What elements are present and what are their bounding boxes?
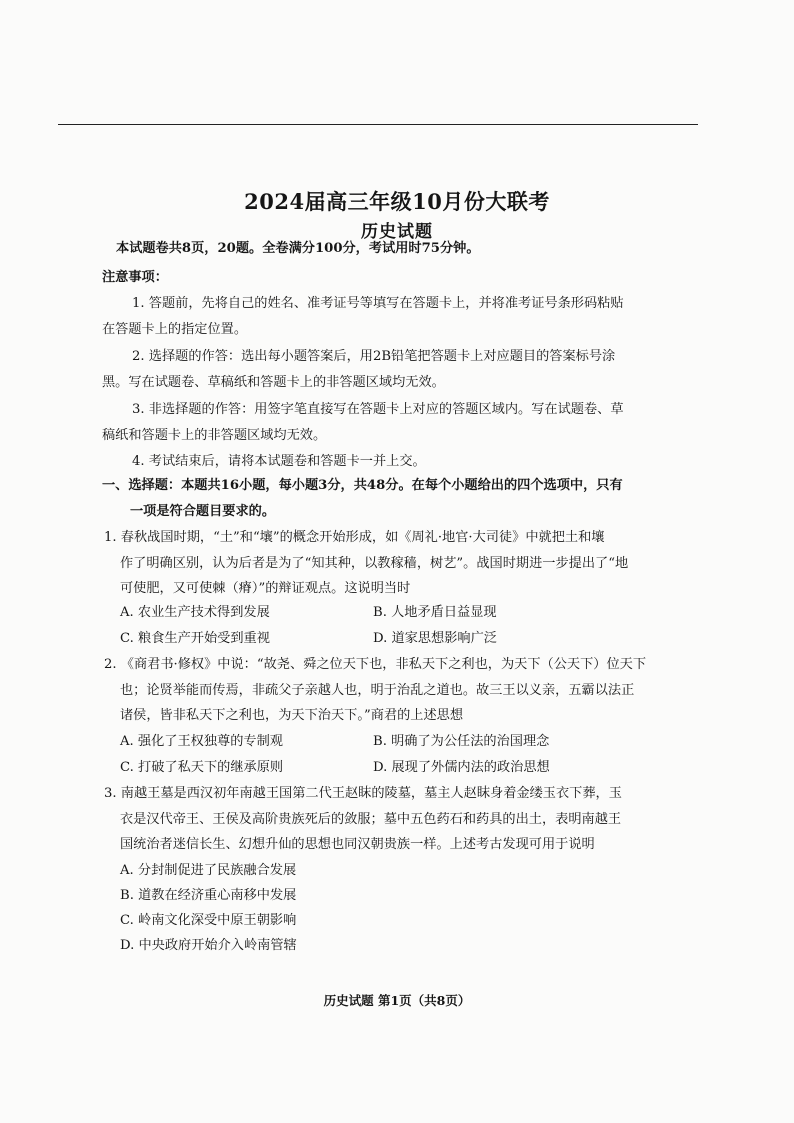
notice-line: 黑。写在试题卷、草稿纸和答题卡上的非答题区域均无效。: [102, 375, 445, 390]
notice-heading: 注意事项：: [102, 270, 168, 285]
question-2-option-d: D. 展现了外儒内法的政治思想: [373, 760, 550, 775]
top-rule: [58, 124, 698, 125]
exam-info: 本试题卷共8页，20题。全卷满分100分，考试用时75分钟。: [116, 241, 480, 256]
question-3-stem: 3. 南越王墓是西汉初年南越王国第二代王赵眜的陵墓，墓主人赵眜身着金缕玉衣下葬，玉: [104, 786, 622, 801]
question-2-option-a: A. 强化了王权独尊的专制观: [120, 734, 283, 749]
page-footer: 历史试题 第1页（共8页）: [323, 993, 471, 1008]
question-3-option-b: B. 道教在经济重心南移中发展: [120, 888, 297, 903]
exam-subtitle: 历史试题: [361, 222, 433, 242]
notice-line: 4. 考试结束后，请将本试题卷和答题卡一并上交。: [132, 454, 426, 469]
question-1-stem: 作了明确区别，认为后者是为了“知其种，以教稼穑，树艺”。战国时期进一步提出了“地: [120, 556, 629, 571]
question-1-option-a: A. 农业生产技术得到发展: [120, 605, 270, 620]
question-1-option-b: B. 人地矛盾日益显现: [373, 605, 497, 620]
question-1-stem: 1. 春秋战国时期，“土”和“壤”的概念开始形成，如《周礼·地官·大司徒》中就把土和壤: [104, 530, 605, 545]
question-3-option-c: C. 岭南文化深受中原王朝影响: [120, 913, 297, 928]
question-2-option-b: B. 明确了为公任法的治国理念: [373, 734, 550, 749]
notice-line: 3. 非选择题的作答：用签字笔直接写在答题卡上对应的答题区域内。写在试题卷、草: [132, 402, 624, 417]
section-heading-cont: 一项是符合题目要求的。: [130, 504, 276, 519]
question-2-option-c: C. 打破了私天下的继承原则: [120, 760, 284, 775]
section-heading: 一、选择题：本题共16小题，每小题3分，共48分。在每个小题给出的四个选项中，只有: [102, 478, 623, 493]
notice-line: 2. 选择题的作答：选出每小题答案后，用2B铅笔把答题卡上对应题目的答案标号涂: [132, 349, 616, 364]
question-1-option-d: D. 道家思想影响广泛: [373, 631, 497, 646]
question-3-stem: 衣是汉代帝王、王侯及高阶贵族死后的敛服；墓中五色药石和药具的出土，表明南越王: [120, 812, 622, 827]
question-1-option-c: C. 粮食生产开始受到重视: [120, 631, 270, 646]
question-2-stem: 2. 《商君书·修权》中说：“故尧、舜之位天下也，非私天下之利也，为天下（公天下）位天下: [104, 657, 647, 672]
question-3-option-d: D. 中央政府开始介入岭南管辖: [120, 938, 297, 953]
question-3-option-a: A. 分封制促进了民族融合发展: [120, 863, 297, 878]
notice-line: 在答题卡上的指定位置。: [102, 322, 248, 337]
notice-line: 稿纸和答题卡上的非答题区域均无效。: [102, 428, 327, 443]
notice-line: 1. 答题前，先将自己的姓名、准考证号等填写在答题卡上，并将准考证号条形码粘贴: [132, 296, 624, 311]
question-2-stem: 也；论贤举能而传焉，非疏父子亲越人也，明于治乱之道也。故三王以义亲，五霸以法正: [120, 683, 635, 698]
question-3-stem: 国统治者迷信长生、幻想升仙的思想也同汉朝贵族一样。上述考古发现可用于说明: [120, 837, 595, 852]
question-2-stem: 诸侯，皆非私天下之利也，为天下治天下。”商君的上述思想: [120, 708, 464, 723]
exam-title: 2024届高三年级10月份大联考: [244, 189, 550, 214]
question-1-stem: 可使肥，又可使棘（瘠）”的辩证观点。这说明当时: [120, 581, 411, 596]
